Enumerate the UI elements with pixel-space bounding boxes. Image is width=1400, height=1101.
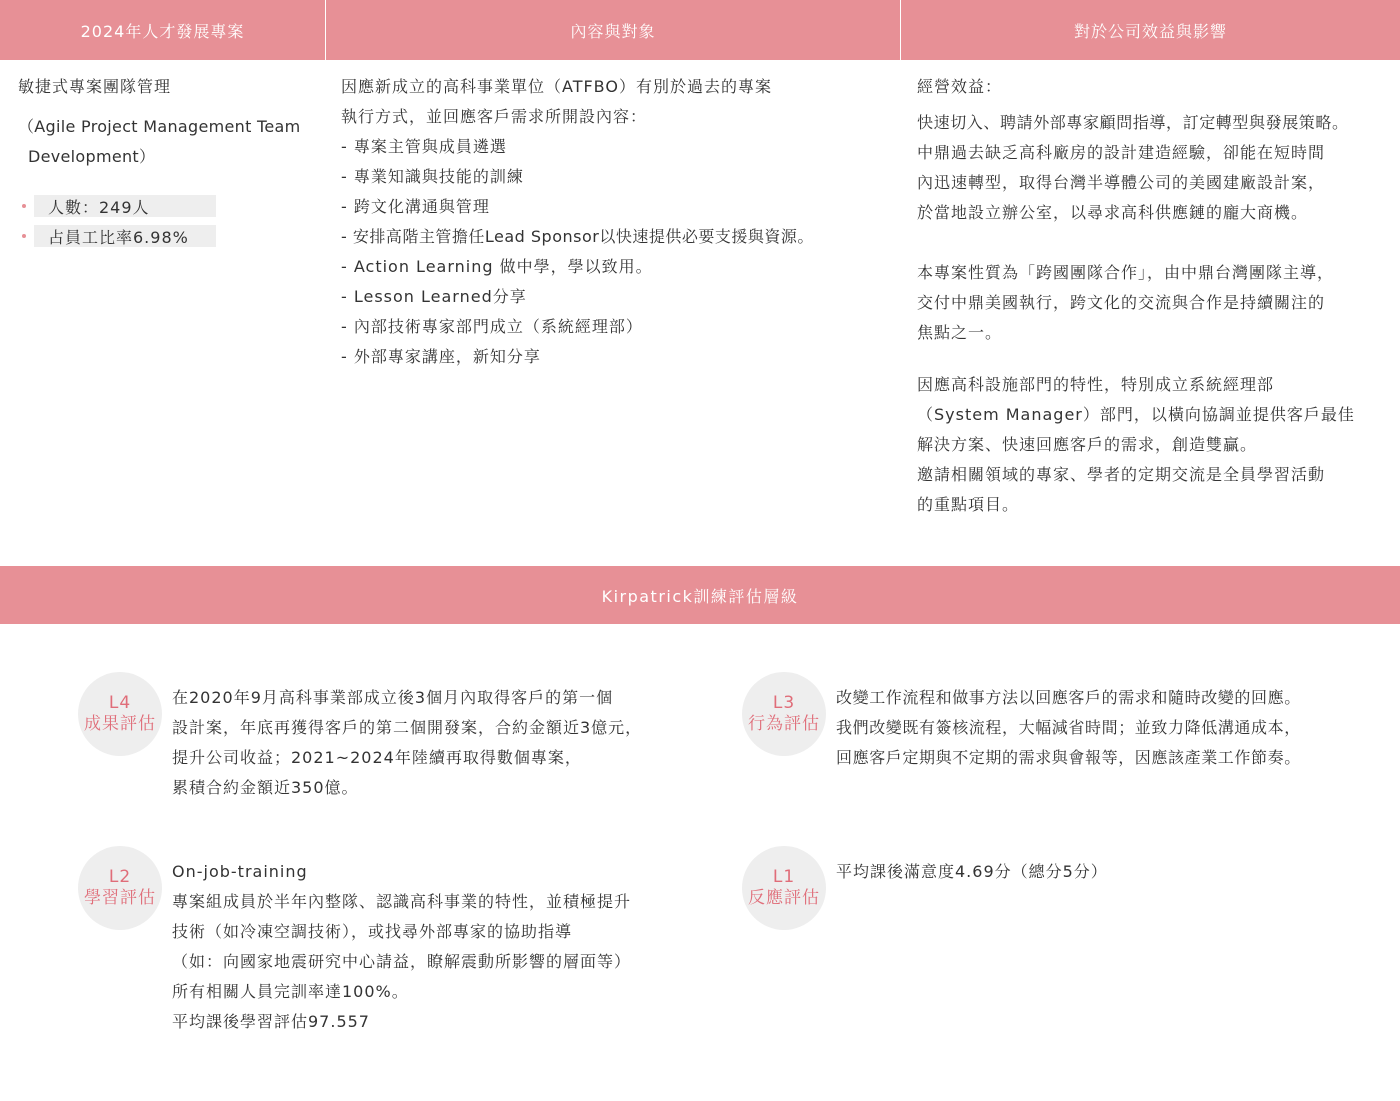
- stat-value: 占員工比率6.98%: [34, 225, 216, 247]
- level-badge-l3: [742, 672, 826, 756]
- bullet-dot: [22, 204, 26, 208]
- impact-line: （System Manager）部門，以橫向協調並提供客戶最佳: [917, 405, 1355, 424]
- project-title: 敏捷式專案團隊管理: [18, 77, 172, 96]
- bullet-dot: [22, 234, 26, 238]
- level-line: 改變工作流程和做事方法以回應客戶的需求和隨時改變的回應。: [836, 688, 1301, 707]
- level-code: L3: [772, 693, 796, 713]
- level-description-l4: [172, 683, 642, 803]
- impact-line: 本專案性質為「跨國團隊合作」，由中鼎台灣團隊主導，: [917, 263, 1335, 282]
- table-header: [0, 0, 1400, 60]
- header-content: 內容與對象: [326, 0, 901, 60]
- content-line: - 內部技術專家部門成立（系統經理部）: [341, 317, 643, 336]
- content-line: - 跨文化溝通與管理: [341, 197, 490, 216]
- impact-spacer: [917, 348, 1355, 370]
- project-english-line: Development）: [28, 147, 156, 166]
- content-line: - Action Learning 做中學，學以致用。: [341, 257, 653, 276]
- impact-line: 焦點之一。: [917, 323, 1003, 342]
- header-project: 2024年人才發展專案: [0, 0, 326, 60]
- level-code: L2: [108, 867, 132, 887]
- level-name: 成果評估: [84, 714, 156, 734]
- level-badge-l1: [742, 846, 826, 930]
- header-impact: 對於公司效益與影響: [1073, 21, 1227, 41]
- impact-line: 交付中鼎美國執行，跨文化的交流與合作是持續關注的: [917, 293, 1326, 312]
- level-line: 設計案，年底再獲得客戶的第二個開發案，合約金額近3億元，: [172, 718, 643, 737]
- level-line: 所有相關人員完訓率達100%。: [172, 982, 409, 1001]
- impact-line: 於當地設立辦公室，以尋求高科供應鏈的龐大商機。: [917, 203, 1309, 222]
- project-english-name: [18, 112, 301, 172]
- stat-headcount: [22, 195, 216, 217]
- level-line: 累積合約金額近350億。: [172, 778, 359, 797]
- level-description-l1: [836, 857, 1108, 887]
- kirkpatrick-title-band: [0, 566, 1400, 624]
- impact-text: [917, 72, 1355, 520]
- level-line: 平均課後滿意度4.69分（總分5分）: [836, 862, 1108, 881]
- level-line: 提升公司收益；2021~2024年陸續再取得數個專案，: [172, 748, 582, 767]
- level-line: 技術（如冷凍空調技術），或找尋外部專家的協助指導: [172, 922, 573, 941]
- level-line: （如：向國家地震研究中心請益，瞭解震動所影響的層面等）: [172, 952, 632, 971]
- content-line: - 專業知識與技能的訓練: [341, 167, 524, 186]
- content-list: [341, 72, 814, 372]
- impact-heading: 經營效益：: [917, 77, 1003, 96]
- level-name: 反應評估: [748, 888, 820, 908]
- impact-line: 快速切入、聘請外部專家顧問指導，訂定轉型與發展策略。: [917, 113, 1349, 132]
- kirkpatrick-title: Kirpatrick訓練評估層級: [601, 586, 799, 606]
- level-line: 我們改變既有簽核流程，大幅減省時間；並致力降低溝通成本，: [836, 718, 1301, 737]
- level-line: 專案組成員於半年內整隊、認識高科事業的特性，並積極提升: [172, 892, 632, 911]
- impact-line: 邀請相關領域的專家、學者的定期交流是全員學習活動: [917, 465, 1326, 484]
- stat-value: 人數：249人: [34, 195, 216, 217]
- level-badge-l4: [78, 672, 162, 756]
- impact-line: 因應高科設施部門的特性，特別成立系統經理部: [917, 375, 1275, 394]
- impact-spacer: [917, 228, 1355, 258]
- impact-line: 中鼎過去缺乏高科廠房的設計建造經驗，卻能在短時間: [917, 143, 1326, 162]
- stat-ratio: [22, 225, 216, 247]
- content-line: - Lesson Learned分享: [341, 287, 527, 306]
- level-line: 回應客戶定期與不定期的需求與會報等，因應該產業工作節奏。: [836, 748, 1301, 767]
- impact-line: 的重點項目。: [917, 495, 1020, 514]
- level-badge-l2: [78, 846, 162, 930]
- impact-line: 內迅速轉型，取得台灣半導體公司的美國建廠設計案，: [917, 173, 1326, 192]
- content-line: 執行方式，並回應客戶需求所開設內容：: [341, 107, 648, 126]
- level-description-l2: [172, 857, 631, 1037]
- impact-line: 解決方案、快速回應客戶的需求，創造雙贏。: [917, 435, 1258, 454]
- level-line: On-job-training: [172, 862, 308, 881]
- level-code: L1: [772, 867, 796, 887]
- content-line: - 安排高階主管擔任Lead Sponsor以快速提供必要支援與資源。: [341, 227, 814, 246]
- level-description-l3: [836, 683, 1301, 773]
- content-line: 因應新成立的高科事業單位（ATFBO）有別於過去的專案: [341, 77, 772, 96]
- content-line: - 專案主管與成員遴選: [341, 137, 507, 156]
- level-name: 行為評估: [748, 714, 820, 734]
- level-name: 學習評估: [84, 888, 156, 908]
- level-line: 平均課後學習評估97.557: [172, 1012, 370, 1031]
- level-line: 在2020年9月高科事業部成立後3個月內取得客戶的第一個: [172, 688, 614, 707]
- content-line: - 外部專家講座，新知分享: [341, 347, 541, 366]
- project-english-line: （Agile Project Management Team: [18, 117, 301, 136]
- level-code: L4: [108, 693, 132, 713]
